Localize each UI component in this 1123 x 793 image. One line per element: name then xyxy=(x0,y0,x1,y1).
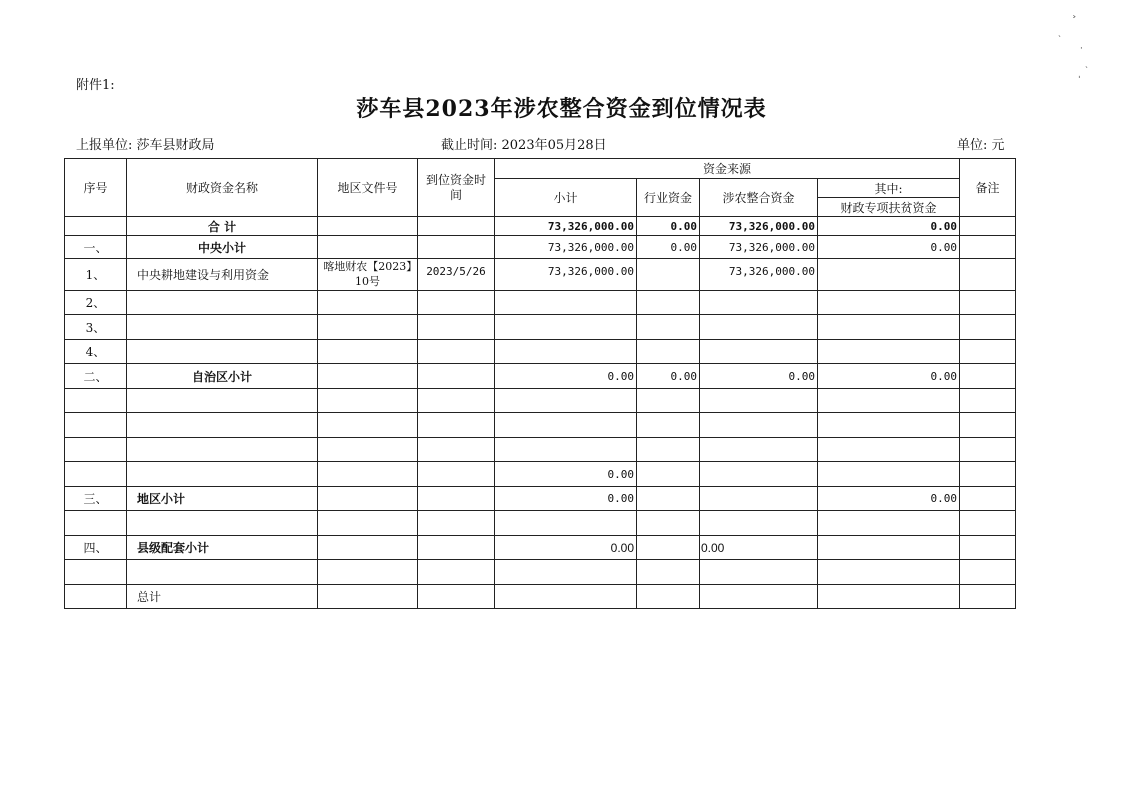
row-seq: 4、 xyxy=(65,340,127,364)
header-arrival-time: 到位资金时间 xyxy=(418,159,495,217)
scan-artifact: ˏ xyxy=(1085,59,1088,69)
row-name: 中央耕地建设与利用资金 xyxy=(127,259,318,291)
table-row xyxy=(65,462,1016,487)
cell-industry: 0.00 xyxy=(637,236,700,259)
table-row xyxy=(65,259,1016,291)
table-row xyxy=(65,389,1016,413)
table-row xyxy=(65,560,1016,585)
cell-doc-no: 喀地财农【2023】10号 xyxy=(318,259,418,291)
table-row xyxy=(65,315,1016,340)
scan-artifact: ˌ xyxy=(1078,70,1081,80)
row-name: 总计 xyxy=(127,585,318,609)
cell-subtotal: 73,326,000.00 xyxy=(495,217,637,236)
row-seq: 四、 xyxy=(65,536,127,560)
cell-industry: 0.00 xyxy=(637,217,700,236)
table-row xyxy=(65,585,1016,609)
scan-artifact: ˴ xyxy=(1058,31,1061,41)
row-seq: 三、 xyxy=(65,487,127,511)
table-row xyxy=(65,217,1016,236)
table-row xyxy=(65,413,1016,438)
row-seq: 1、 xyxy=(65,259,127,291)
cell-subtotal: 0.00 xyxy=(495,487,637,511)
cell-poverty: 0.00 xyxy=(818,364,960,389)
cell-integration: 0.00 xyxy=(700,364,818,389)
cell-subtotal: 0.00 xyxy=(495,364,637,389)
header-of-which: 其中: xyxy=(818,179,960,198)
table-row xyxy=(65,438,1016,462)
cell-poverty: 0.00 xyxy=(818,217,960,236)
cell-integration: 0.00 xyxy=(700,536,818,560)
cell-poverty: 0.00 xyxy=(818,236,960,259)
table-row xyxy=(65,291,1016,315)
header-fund-name: 财政资金名称 xyxy=(127,159,318,217)
cell-subtotal: 73,326,000.00 xyxy=(495,259,637,291)
header-remarks: 备注 xyxy=(960,159,1016,217)
cell-date: 2023/5/26 xyxy=(418,259,495,291)
row-seq: 2、 xyxy=(65,291,127,315)
cell-industry: 0.00 xyxy=(637,364,700,389)
row-name: 合 计 xyxy=(127,217,318,236)
cell-integration: 73,326,000.00 xyxy=(700,259,818,291)
row-name: 县级配套小计 xyxy=(127,536,318,560)
cell-subtotal: 0.00 xyxy=(495,536,637,560)
cell-subtotal: 0.00 xyxy=(495,462,637,487)
table-row xyxy=(65,236,1016,259)
row-seq: 3、 xyxy=(65,315,127,340)
attachment-label: 附件1: xyxy=(76,78,115,93)
cell-integration: 73,326,000.00 xyxy=(700,236,818,259)
funding-table xyxy=(64,158,1016,609)
table-row xyxy=(65,511,1016,536)
deadline-date: 截止时间: 2023年05月28日 xyxy=(441,138,607,153)
header-funding-source: 资金来源 xyxy=(495,159,960,179)
header-doc-no: 地区文件号 xyxy=(318,159,418,217)
cell-poverty: 0.00 xyxy=(818,487,960,511)
table-row xyxy=(65,364,1016,389)
table-row xyxy=(65,340,1016,364)
header-seq: 序号 xyxy=(65,159,127,217)
table-row xyxy=(65,487,1016,511)
scan-artifact: ˃ xyxy=(1072,16,1077,26)
row-name: 中央小计 xyxy=(127,236,318,259)
cell-subtotal: 73,326,000.00 xyxy=(495,236,637,259)
scan-artifact: · xyxy=(1080,44,1083,54)
row-name: 地区小计 xyxy=(127,487,318,511)
table-row xyxy=(65,536,1016,560)
currency-unit: 单位: 元 xyxy=(957,138,1005,153)
cell-integration: 73,326,000.00 xyxy=(700,217,818,236)
header-subtotal: 小计 xyxy=(495,179,637,217)
row-name: 自治区小计 xyxy=(127,364,318,389)
header-integration-fund: 涉农整合资金 xyxy=(700,179,818,217)
page-title: 莎车县2023年涉农整合资金到位情况表 xyxy=(356,96,767,122)
reporting-unit: 上报单位: 莎车县财政局 xyxy=(76,138,215,153)
row-seq: 一、 xyxy=(65,236,127,259)
row-seq: 二、 xyxy=(65,364,127,389)
header-industry-fund: 行业资金 xyxy=(637,179,700,217)
header-poverty-fund: 财政专项扶贫资金 xyxy=(818,198,960,217)
